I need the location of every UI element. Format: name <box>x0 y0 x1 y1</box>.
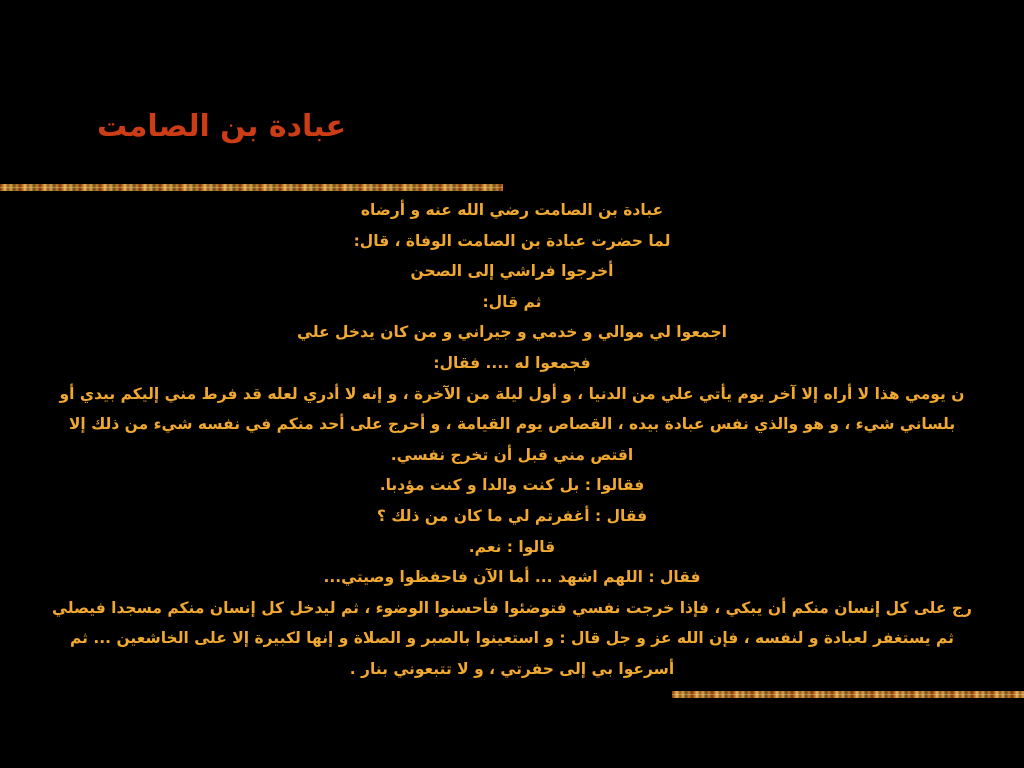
body-line: ثم قال: <box>482 292 542 311</box>
body-line: بلساني شيء ، و هو والذي نفس عبادة بيده ، القصاص يوم القيامة ، و أحرج على أحد منكم في نفسه شيء من ذلك إلا <box>68 415 956 434</box>
decorative-band-bottom <box>672 691 1024 698</box>
body-line: لما حضرت عبادة بن الصامت الوفاة ، قال: <box>353 231 671 250</box>
decorative-band-top <box>0 184 503 191</box>
body-line: فقال : اللهم اشهد ... أما الآن فاحفظوا وصيتي... <box>323 568 701 587</box>
body-line: اجمعوا لي موالي و خدمي و جيراني و من كان يدخل علي <box>297 323 727 342</box>
body-line: فقال : أغفرتم لي ما كان من ذلك ؟ <box>376 506 648 525</box>
slide-body <box>0 195 1024 685</box>
body-line: اقتص مني قبل أن تخرج نفسي. <box>390 445 634 464</box>
body-line: عبادة بن الصامت رضي الله عنه و أرضاه <box>360 201 664 219</box>
body-line: ن يومي هذا لا أراه إلا آخر يوم يأتي علي من الدنيا ، و أول ليلة من الآخرة ، و إنه لا أدري لعله قد فرط مني إليكم بيدي أو <box>59 384 965 403</box>
body-line: فقالوا : بل كنت والدا و كنت مؤدبا. <box>379 476 645 495</box>
body-line: أخرجوا فراشي إلى الصحن <box>410 262 614 281</box>
body-line: رج على كل إنسان منكم أن يبكي ، فإذا خرجت نفسي فتوضئوا فأحسنوا الوضوء ، ثم ليدخل كل إنسان منكم مسجدا فيصلي <box>52 598 972 617</box>
body-line: ثم يستغفر لعبادة و لنفسه ، فإن الله عز و جل قال : و استعينوا بالصبر و الصلاة و إنها لكبيرة إلا على الخاشعين ... ثم <box>70 629 954 648</box>
body-line: قالوا : نعم. <box>468 537 556 556</box>
slide-title: عبادة بن الصامت <box>97 109 346 144</box>
body-line: فجمعوا له .... فقال: <box>433 353 591 372</box>
body-line: أسرعوا بي إلى حفرتي ، و لا تتبعوني بنار . <box>349 659 675 678</box>
